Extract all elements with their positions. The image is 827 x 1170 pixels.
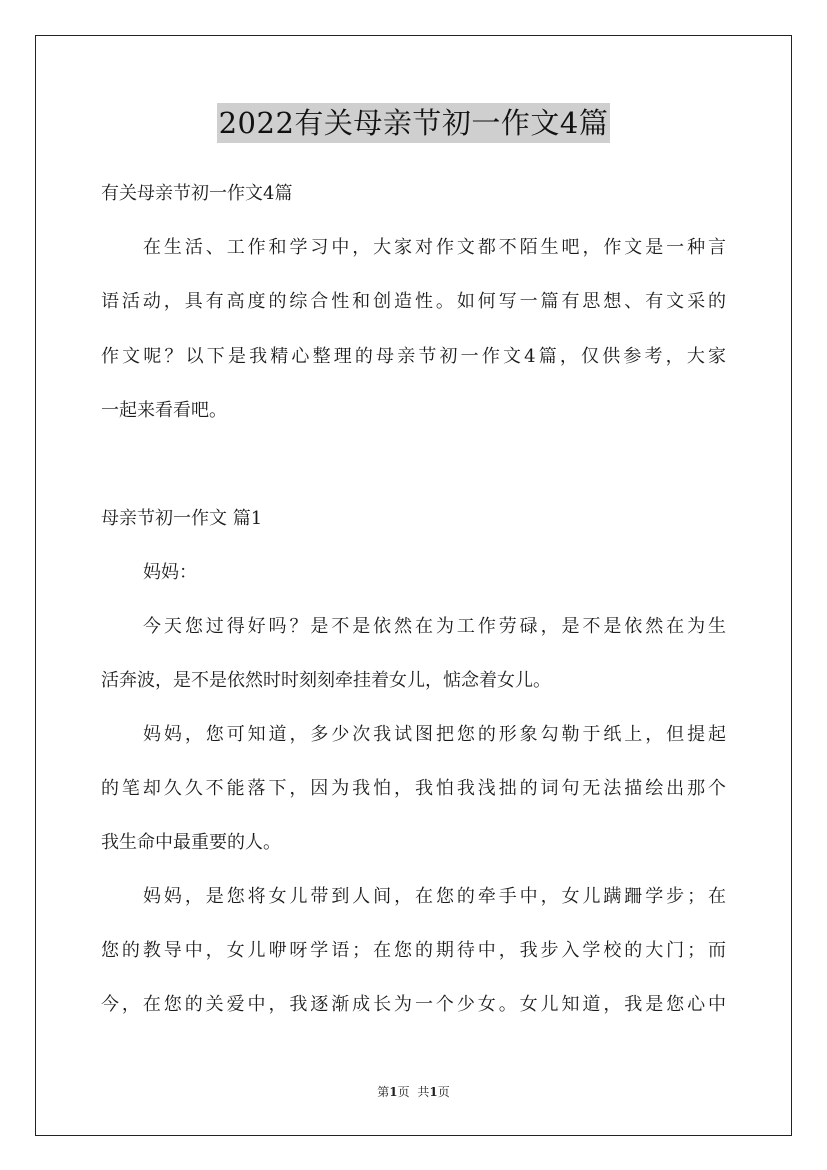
paragraph3-line-3: 今，在您的关爱中，我逐渐成长为一个少女。女儿知道，我是您心中: [101, 994, 726, 1015]
intro-line-1: 在生活、工作和学习中，大家对作文都不陌生吧，作文是一种言: [143, 237, 726, 258]
paragraph2-line-3: 我生命中最重要的人。: [101, 832, 281, 853]
intro-line-4: 一起来看看吧。: [101, 400, 227, 421]
footer-total-suffix: 页: [437, 1085, 450, 1099]
page-footer: [0, 1084, 827, 1100]
intro-line-3: 作文呢？以下是我精心整理的母亲节初一作文4篇，仅供参考，大家: [101, 346, 726, 367]
paragraph3-line-1: 妈妈，是您将女儿带到人间，在您的牵手中，女儿蹒跚学步；在: [143, 886, 726, 907]
paragraph2-line-1: 妈妈，您可知道，多少次我试图把您的形象勾勒于纸上，但提起: [143, 724, 726, 745]
footer-prefix: 第: [377, 1085, 390, 1099]
footer-suffix: 页: [397, 1085, 410, 1099]
document-subtitle: 有关母亲节初一作文4篇: [101, 183, 293, 204]
paragraph1-line-2: 活奔波，是不是依然时时刻刻牵挂着女儿，惦念着女儿。: [101, 670, 551, 691]
paragraph3-line-2: 您的教导中，女儿咿呀学语；在您的期待中，我步入学校的大门；而: [101, 940, 726, 961]
paragraph2-line-2: 的笔却久久不能落下，因为我怕，我怕我浅拙的词句无法描绘出那个: [101, 778, 726, 799]
footer-page-number: 1: [389, 1085, 398, 1099]
footer-total-pages: 1: [429, 1085, 438, 1099]
section-heading: 母亲节初一作文 篇1: [101, 508, 263, 529]
document-title: 2022有关母亲节初一作文4篇: [217, 103, 611, 143]
salutation: 妈妈：: [143, 562, 197, 583]
intro-line-2: 语活动，具有高度的综合性和创造性。如何写一篇有思想、有文采的: [101, 291, 726, 312]
paragraph1-line-1: 今天您过得好吗？是不是依然在为工作劳碌，是不是依然在为生: [143, 616, 726, 637]
title-container: [0, 103, 827, 143]
footer-total-prefix: 共: [417, 1085, 430, 1099]
